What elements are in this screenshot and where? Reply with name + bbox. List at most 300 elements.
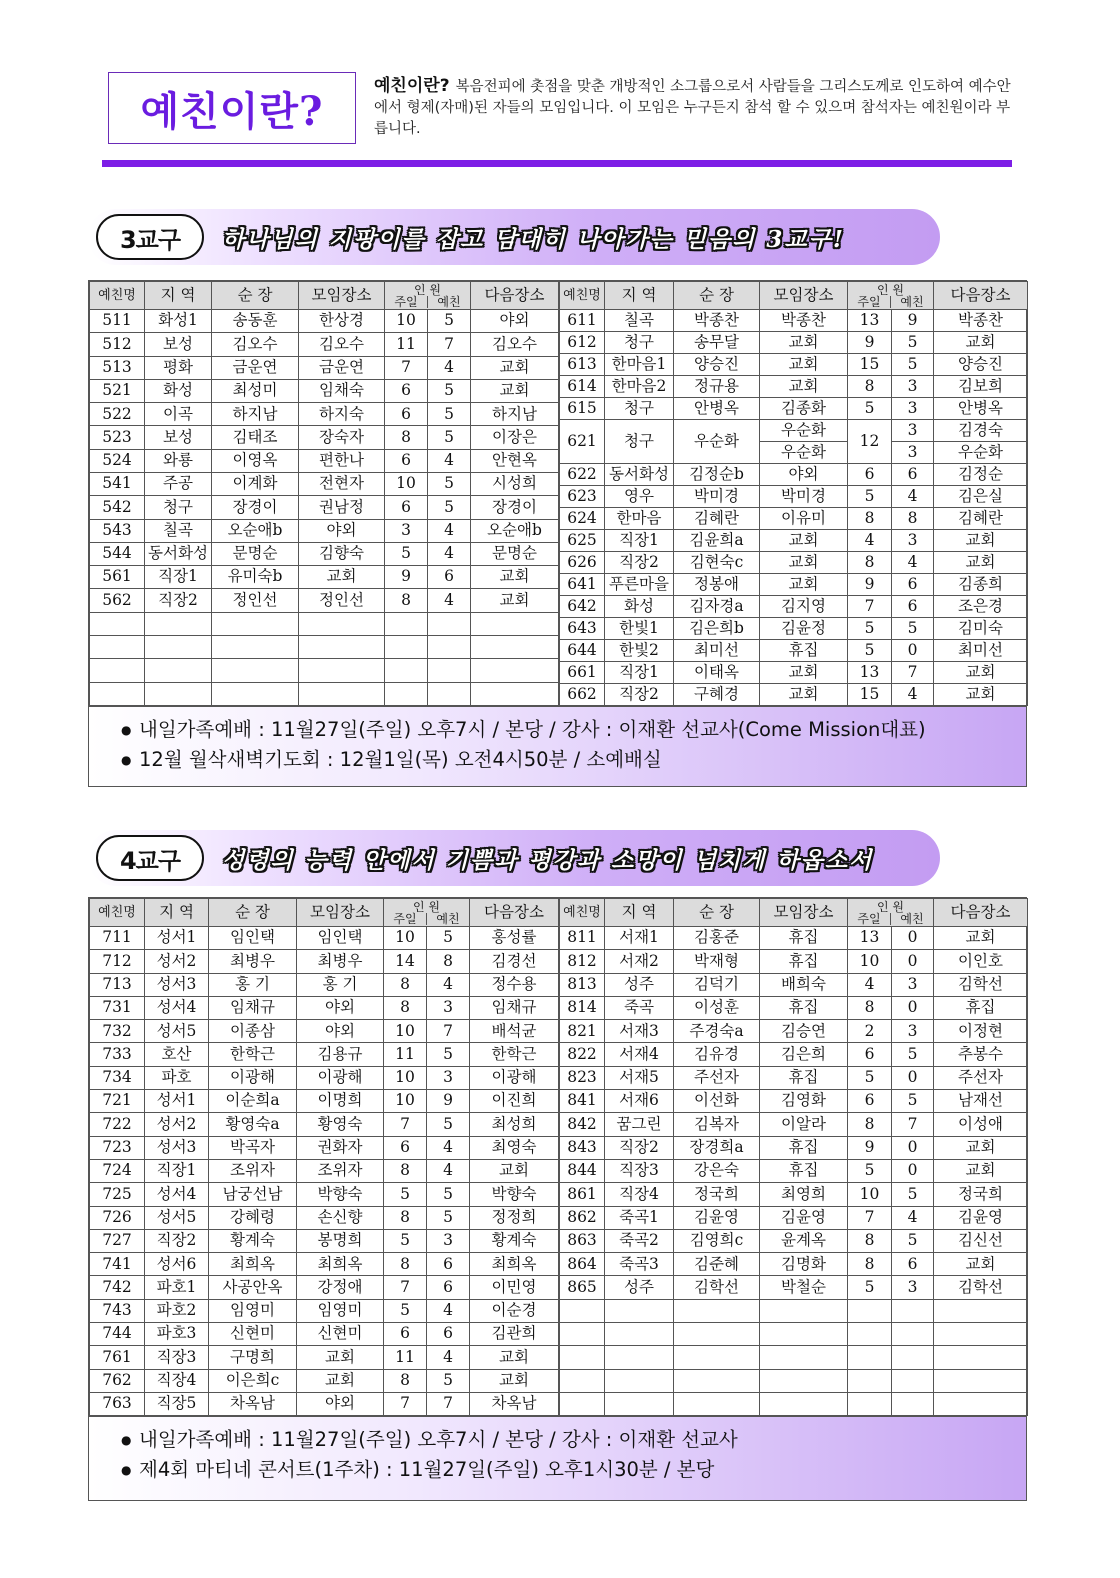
cell-id: 841 bbox=[560, 1090, 605, 1113]
cell-region: 서재5 bbox=[605, 1066, 674, 1089]
cell-id: 543 bbox=[90, 519, 145, 542]
district4-banner bbox=[88, 830, 940, 886]
cell-next bbox=[934, 1323, 1028, 1346]
cell-id: 661 bbox=[560, 662, 605, 684]
cell-next: 교회 bbox=[934, 552, 1028, 574]
cell-yechin bbox=[892, 1323, 934, 1346]
cell-sunday: 2 bbox=[848, 1020, 892, 1043]
cell-region: 성서1 bbox=[145, 927, 209, 950]
cell-next: 김학선 bbox=[934, 973, 1028, 996]
cell-sunday: 10 bbox=[385, 472, 428, 495]
cell-region: 직장2 bbox=[145, 1229, 209, 1252]
cell-sunday: 9 bbox=[848, 574, 892, 596]
cell-next: 휴집 bbox=[934, 996, 1028, 1019]
cell-region: 화성 bbox=[605, 596, 674, 618]
cell-sunday: 10 bbox=[848, 950, 892, 973]
table-header bbox=[90, 282, 559, 310]
cell-id: 843 bbox=[560, 1136, 605, 1159]
cell-place: 휴집 bbox=[760, 996, 848, 1019]
cell-leader: 김자경a bbox=[674, 596, 760, 618]
cell-yechin: 5 bbox=[427, 1183, 470, 1206]
cell-sunday: 10 bbox=[384, 927, 427, 950]
cell-place: 이명희 bbox=[297, 1090, 384, 1113]
cell-region bbox=[605, 1323, 674, 1346]
cell-leader: 정규용 bbox=[674, 376, 760, 398]
cell-id: 524 bbox=[90, 449, 145, 472]
cell-sunday: 6 bbox=[385, 379, 428, 402]
cell-next: 이정현 bbox=[934, 1020, 1028, 1043]
cell-region: 파호 bbox=[145, 1066, 209, 1089]
cell-sunday bbox=[848, 1392, 892, 1415]
cell-region: 주공 bbox=[145, 472, 212, 495]
cell-region: 성서1 bbox=[145, 1090, 209, 1113]
cell-id: 644 bbox=[560, 640, 605, 662]
col-region: 지 역 bbox=[145, 899, 209, 927]
cell-next bbox=[934, 1299, 1028, 1322]
cell-sunday: 7 bbox=[848, 1206, 892, 1229]
table-header bbox=[90, 899, 559, 927]
cell-leader: 정인선 bbox=[212, 589, 299, 612]
cell-place: 김향숙 bbox=[299, 542, 385, 565]
cell-yechin: 0 bbox=[892, 950, 934, 973]
col-members: 인 원 주일 예친 bbox=[385, 282, 471, 310]
table-row bbox=[560, 996, 1028, 1019]
cell-sunday: 7 bbox=[385, 356, 428, 379]
cell-place bbox=[760, 1346, 848, 1369]
cell-place: 권남정 bbox=[299, 496, 385, 519]
district3-banner bbox=[88, 209, 940, 265]
table-row bbox=[90, 1346, 559, 1369]
cell-sunday: 10 bbox=[384, 1090, 427, 1113]
cell-sunday: 11 bbox=[384, 1043, 427, 1066]
table-row bbox=[560, 1346, 1028, 1369]
cell-next: 정수용 bbox=[470, 973, 559, 996]
cell-next: 최미선 bbox=[934, 640, 1028, 662]
cell-leader: 김홍준 bbox=[674, 927, 760, 950]
cell-sunday: 13 bbox=[848, 662, 892, 684]
table-row bbox=[90, 449, 559, 472]
table-row bbox=[90, 310, 559, 333]
cell-yechin: 3 bbox=[892, 1276, 934, 1299]
table-row bbox=[560, 310, 1028, 332]
cell-place: 김은희 bbox=[760, 1043, 848, 1066]
cell-id: 734 bbox=[90, 1066, 145, 1089]
cell-sunday: 5 bbox=[848, 618, 892, 640]
cell-yechin: 5 bbox=[427, 927, 470, 950]
cell-region: 한빛2 bbox=[605, 640, 674, 662]
cell-leader: 김복자 bbox=[674, 1113, 760, 1136]
cell-id: 844 bbox=[560, 1159, 605, 1182]
cell-place: 한상경 bbox=[299, 310, 385, 333]
cell-sunday: 6 bbox=[384, 1136, 427, 1159]
cell-sunday: 9 bbox=[848, 332, 892, 354]
cell-leader bbox=[674, 1369, 760, 1392]
table-row bbox=[90, 1253, 559, 1276]
cell-next: 김보희 bbox=[934, 376, 1028, 398]
table-row bbox=[90, 1206, 559, 1229]
cell-sunday: 14 bbox=[384, 950, 427, 973]
cell-yechin: 5 bbox=[427, 1043, 470, 1066]
cell-place: 홍 기 bbox=[297, 973, 384, 996]
cell-place: 야외 bbox=[297, 1020, 384, 1043]
cell-place: 황영숙 bbox=[297, 1113, 384, 1136]
cell-sunday: 11 bbox=[384, 1346, 427, 1369]
cell-yechin: 0 bbox=[892, 996, 934, 1019]
cell-yechin: 8 bbox=[427, 950, 470, 973]
cell-next: 황계숙 bbox=[470, 1229, 559, 1252]
cell-yechin: 0 bbox=[892, 1066, 934, 1089]
cell-yechin: 4 bbox=[428, 356, 471, 379]
cell-id: 614 bbox=[560, 376, 605, 398]
table-row bbox=[90, 1066, 559, 1089]
cell-id: 511 bbox=[90, 310, 145, 333]
cell-leader: 김영희c bbox=[674, 1229, 760, 1252]
cell-sunday: 8 bbox=[848, 376, 892, 398]
cell-next: 안병옥 bbox=[934, 398, 1028, 420]
cell-yechin: 0 bbox=[892, 1159, 934, 1182]
cell-place: 야외 bbox=[299, 519, 385, 542]
table-row bbox=[90, 1113, 559, 1136]
cell-place: 강정애 bbox=[297, 1276, 384, 1299]
cell-place bbox=[760, 1369, 848, 1392]
cell-next bbox=[471, 612, 559, 635]
cell-leader: 임채규 bbox=[209, 996, 297, 1019]
district4-table-left bbox=[89, 898, 559, 1416]
table-row bbox=[560, 1090, 1028, 1113]
cell-region bbox=[145, 659, 212, 682]
cell-id: 662 bbox=[560, 684, 605, 706]
cell-region: 한마음2 bbox=[605, 376, 674, 398]
table-header bbox=[560, 899, 1028, 927]
cell-place: 이유미 bbox=[760, 508, 848, 530]
cell-next bbox=[471, 659, 559, 682]
cell-next: 김신선 bbox=[934, 1229, 1028, 1252]
cell-place: 교회 bbox=[760, 376, 848, 398]
cell-place: 교회 bbox=[299, 566, 385, 589]
cell-yechin: 6 bbox=[892, 1253, 934, 1276]
title-box bbox=[108, 72, 356, 144]
cell-place bbox=[760, 1299, 848, 1322]
cell-region: 직장3 bbox=[145, 1346, 209, 1369]
cell-region: 직장2 bbox=[605, 684, 674, 706]
district4-slogan: 성령의 능력 안에서 기쁨과 평강과 소망이 넘치게 하옵소서 bbox=[222, 846, 874, 874]
cell-id: 731 bbox=[90, 996, 145, 1019]
cell-place: 교회 bbox=[760, 354, 848, 376]
cell-place: 김윤정 bbox=[760, 618, 848, 640]
cell-sunday: 15 bbox=[848, 684, 892, 706]
cell-next bbox=[934, 1369, 1028, 1392]
table-row bbox=[560, 332, 1028, 354]
col-next: 다음장소 bbox=[934, 282, 1028, 310]
cell-leader: 차옥남 bbox=[209, 1392, 297, 1415]
col-place: 모임장소 bbox=[299, 282, 385, 310]
cell-sunday: 8 bbox=[385, 589, 428, 612]
cell-yechin: 5 bbox=[428, 472, 471, 495]
cell-yechin: 6 bbox=[892, 596, 934, 618]
cell-yechin: 0 bbox=[892, 927, 934, 950]
cell-region: 서재2 bbox=[605, 950, 674, 973]
cell-leader: 강은숙 bbox=[674, 1159, 760, 1182]
cell-next: 교회 bbox=[470, 1369, 559, 1392]
cell-id: 862 bbox=[560, 1206, 605, 1229]
cell-id: 744 bbox=[90, 1323, 145, 1346]
cell-leader: 황계숙 bbox=[209, 1229, 297, 1252]
col-leader: 순 장 bbox=[212, 282, 299, 310]
cell-region: 청구 bbox=[605, 420, 674, 464]
cell-sunday bbox=[385, 659, 428, 682]
cell-leader: 이태옥 bbox=[674, 662, 760, 684]
cell-sunday bbox=[385, 682, 428, 706]
cell-place: 전현자 bbox=[299, 472, 385, 495]
district3-slogan: 하나님의 지팡이를 잡고 담대히 나아가는 믿음의 3교구! bbox=[222, 225, 845, 253]
notice-item: ● 내일가족예배 : 11월27일(주일) 오후7시 / 본당 / 강사 : 이재환 선교사(Come Mission대표) bbox=[121, 715, 1026, 745]
cell-next: 교회 bbox=[471, 566, 559, 589]
cell-yechin: 3 bbox=[892, 376, 934, 398]
district3-notes bbox=[89, 706, 1026, 786]
cell-region: 성서2 bbox=[145, 950, 209, 973]
table-row bbox=[90, 1183, 559, 1206]
cell-id: 612 bbox=[560, 332, 605, 354]
cell-place: 최영희 bbox=[760, 1183, 848, 1206]
cell-next: 김종희 bbox=[934, 574, 1028, 596]
cell-next: 김은실 bbox=[934, 486, 1028, 508]
cell-yechin: 5 bbox=[892, 1090, 934, 1113]
table-row bbox=[560, 1206, 1028, 1229]
cell-yechin: 3 bbox=[892, 398, 934, 420]
cell-sunday: 4 bbox=[848, 530, 892, 552]
cell-region: 죽곡2 bbox=[605, 1229, 674, 1252]
cell-sunday bbox=[848, 1346, 892, 1369]
table-row bbox=[90, 566, 559, 589]
col-region: 지 역 bbox=[145, 282, 212, 310]
cell-place: 휴집 bbox=[760, 1159, 848, 1182]
cell-yechin: 5 bbox=[892, 354, 934, 376]
cell-region: 한마음1 bbox=[605, 354, 674, 376]
cell-yechin bbox=[428, 682, 471, 706]
cell-id bbox=[560, 1392, 605, 1415]
cell-place: 교회 bbox=[760, 662, 848, 684]
table-row bbox=[560, 1020, 1028, 1043]
cell-region bbox=[145, 682, 212, 706]
cell-leader: 김윤영 bbox=[674, 1206, 760, 1229]
col-place: 모임장소 bbox=[760, 282, 848, 310]
district4-section bbox=[88, 897, 1027, 1501]
cell-sunday: 10 bbox=[384, 1066, 427, 1089]
cell-sunday: 6 bbox=[848, 1090, 892, 1113]
cell-place bbox=[299, 635, 385, 658]
col-next: 다음장소 bbox=[470, 899, 559, 927]
cell-region: 성서6 bbox=[145, 1253, 209, 1276]
cell-id bbox=[90, 682, 145, 706]
cell-place: 휴집 bbox=[760, 950, 848, 973]
cell-leader: 장경희a bbox=[674, 1136, 760, 1159]
cell-next: 김윤영 bbox=[934, 1206, 1028, 1229]
cell-yechin: 6 bbox=[427, 1323, 470, 1346]
cell-yechin: 5 bbox=[428, 496, 471, 519]
cell-leader: 김오수 bbox=[212, 333, 299, 356]
cell-region: 파호2 bbox=[145, 1299, 209, 1322]
cell-sunday: 6 bbox=[385, 496, 428, 519]
table-row bbox=[90, 1229, 559, 1252]
cell-yechin: 3 bbox=[892, 420, 934, 442]
cell-leader: 문명순 bbox=[212, 542, 299, 565]
cell-yechin: 5 bbox=[428, 379, 471, 402]
cell-id: 622 bbox=[560, 464, 605, 486]
cell-yechin: 7 bbox=[427, 1392, 470, 1415]
cell-region: 청구 bbox=[605, 398, 674, 420]
cell-sunday: 8 bbox=[384, 1253, 427, 1276]
cell-place: 김영화 bbox=[760, 1090, 848, 1113]
cell-next: 교회 bbox=[471, 589, 559, 612]
cell-sunday: 8 bbox=[848, 1253, 892, 1276]
table-header bbox=[560, 282, 1028, 310]
cell-region bbox=[145, 635, 212, 658]
cell-leader: 구혜경 bbox=[674, 684, 760, 706]
cell-yechin: 4 bbox=[427, 1159, 470, 1182]
cell-id: 743 bbox=[90, 1299, 145, 1322]
table-row bbox=[560, 1392, 1028, 1415]
cell-sunday bbox=[848, 1323, 892, 1346]
cell-next bbox=[471, 682, 559, 706]
cell-next bbox=[471, 635, 559, 658]
cell-next: 이순경 bbox=[470, 1299, 559, 1322]
cell-region: 평화 bbox=[145, 356, 212, 379]
cell-sunday: 8 bbox=[848, 1229, 892, 1252]
cell-place: 김윤영 bbox=[760, 1206, 848, 1229]
cell-leader: 양승진 bbox=[674, 354, 760, 376]
table-row bbox=[90, 542, 559, 565]
cell-leader: 이성훈 bbox=[674, 996, 760, 1019]
district4-table-right bbox=[559, 898, 1028, 1416]
cell-id: 811 bbox=[560, 927, 605, 950]
cell-sunday: 9 bbox=[385, 566, 428, 589]
cell-sunday: 5 bbox=[848, 398, 892, 420]
cell-yechin: 8 bbox=[892, 508, 934, 530]
cell-leader: 박미경 bbox=[674, 486, 760, 508]
cell-yechin: 3 bbox=[892, 442, 934, 464]
cell-place: 교회 bbox=[297, 1346, 384, 1369]
table-row bbox=[560, 684, 1028, 706]
cell-yechin: 6 bbox=[892, 464, 934, 486]
cell-sunday: 7 bbox=[384, 1276, 427, 1299]
cell-sunday: 8 bbox=[384, 973, 427, 996]
cell-leader: 사공안옥 bbox=[209, 1276, 297, 1299]
col-id: 예친명 bbox=[560, 899, 605, 927]
cell-yechin: 6 bbox=[427, 1253, 470, 1276]
cell-leader: 주선자 bbox=[674, 1066, 760, 1089]
cell-region: 칠곡 bbox=[145, 519, 212, 542]
table-row bbox=[560, 1369, 1028, 1392]
cell-next: 주선자 bbox=[934, 1066, 1028, 1089]
cell-id: 742 bbox=[90, 1276, 145, 1299]
cell-region: 직장4 bbox=[145, 1369, 209, 1392]
cell-next: 김경선 bbox=[470, 950, 559, 973]
cell-next: 이성애 bbox=[934, 1113, 1028, 1136]
cell-sunday: 10 bbox=[384, 1020, 427, 1043]
cell-leader: 남궁선남 bbox=[209, 1183, 297, 1206]
district3-table-right bbox=[559, 281, 1028, 706]
cell-leader: 김혜란 bbox=[674, 508, 760, 530]
cell-region: 영우 bbox=[605, 486, 674, 508]
cell-region: 화성 bbox=[145, 379, 212, 402]
table-row bbox=[90, 682, 559, 706]
cell-next: 이진희 bbox=[470, 1090, 559, 1113]
cell-place: 정인선 bbox=[299, 589, 385, 612]
cell-yechin: 7 bbox=[892, 662, 934, 684]
cell-yechin: 0 bbox=[892, 640, 934, 662]
cell-yechin bbox=[892, 1346, 934, 1369]
cell-region: 파호3 bbox=[145, 1323, 209, 1346]
cell-region bbox=[605, 1392, 674, 1415]
cell-yechin: 5 bbox=[892, 332, 934, 354]
cell-region: 죽곡1 bbox=[605, 1206, 674, 1229]
col-leader: 순 장 bbox=[674, 282, 760, 310]
cell-place: 임영미 bbox=[297, 1299, 384, 1322]
col-place: 모임장소 bbox=[297, 899, 384, 927]
col-next: 다음장소 bbox=[934, 899, 1028, 927]
cell-id: 512 bbox=[90, 333, 145, 356]
cell-leader: 강혜령 bbox=[209, 1206, 297, 1229]
table-row bbox=[90, 472, 559, 495]
col-leader: 순 장 bbox=[209, 899, 297, 927]
cell-place: 박미경 bbox=[760, 486, 848, 508]
cell-id: 513 bbox=[90, 356, 145, 379]
cell-region: 꿈그린 bbox=[605, 1113, 674, 1136]
cell-sunday: 8 bbox=[385, 426, 428, 449]
cell-next: 정정희 bbox=[470, 1206, 559, 1229]
cell-region: 성서2 bbox=[145, 1113, 209, 1136]
cell-place: 휴집 bbox=[760, 927, 848, 950]
cell-place: 김오수 bbox=[299, 333, 385, 356]
cell-id: 863 bbox=[560, 1229, 605, 1252]
cell-sunday: 6 bbox=[848, 1043, 892, 1066]
cell-leader: 김은희b bbox=[674, 618, 760, 640]
cell-yechin: 4 bbox=[427, 1136, 470, 1159]
district3-badge: 3교구 bbox=[96, 214, 204, 260]
table-row bbox=[560, 552, 1028, 574]
cell-leader: 최희옥 bbox=[209, 1253, 297, 1276]
cell-place: 김명화 bbox=[760, 1253, 848, 1276]
cell-leader: 정국희 bbox=[674, 1183, 760, 1206]
cell-id: 733 bbox=[90, 1043, 145, 1066]
cell-id: 712 bbox=[90, 950, 145, 973]
notice-item: ● 12월 월삭새벽기도회 : 12월1일(목) 오전4시50분 / 소예배실 bbox=[121, 745, 1026, 775]
cell-place: 최병우 bbox=[297, 950, 384, 973]
table-row bbox=[90, 1043, 559, 1066]
cell-next: 교회 bbox=[470, 1346, 559, 1369]
cell-place: 임인택 bbox=[297, 927, 384, 950]
cell-leader bbox=[212, 635, 299, 658]
table-row bbox=[560, 508, 1028, 530]
table-row bbox=[90, 1020, 559, 1043]
cell-place: 야외 bbox=[297, 1392, 384, 1415]
cell-leader: 김정순b bbox=[674, 464, 760, 486]
table-row bbox=[560, 1276, 1028, 1299]
cell-region: 파호1 bbox=[145, 1276, 209, 1299]
cell-id: 623 bbox=[560, 486, 605, 508]
table-row bbox=[90, 1323, 559, 1346]
cell-id: 725 bbox=[90, 1183, 145, 1206]
table-row bbox=[90, 589, 559, 612]
cell-sunday: 13 bbox=[848, 927, 892, 950]
cell-place: 김지영 bbox=[760, 596, 848, 618]
cell-yechin: 7 bbox=[892, 1113, 934, 1136]
table-row bbox=[560, 1183, 1028, 1206]
cell-next: 교회 bbox=[934, 684, 1028, 706]
table-row bbox=[560, 596, 1028, 618]
cell-id: 626 bbox=[560, 552, 605, 574]
cell-leader: 김유경 bbox=[674, 1043, 760, 1066]
